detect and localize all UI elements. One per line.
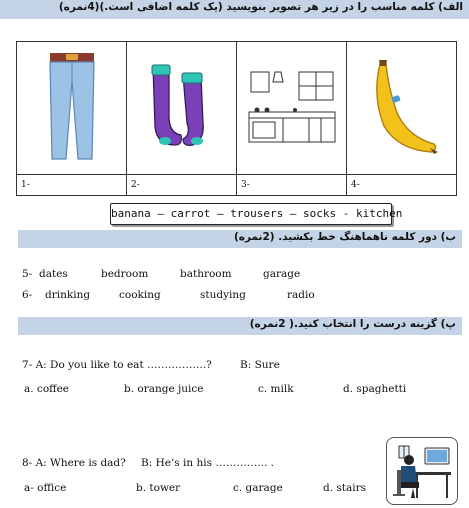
picture-cell-3 [237,42,347,175]
q8-option-d[interactable]: d. stairs [323,482,367,494]
trousers-image [42,51,102,161]
picture-table [16,41,457,196]
q7-question: 7- A: Do you like to eat …….……….? [22,359,212,371]
q7-option-b[interactable]: b. orange juice [124,383,204,395]
q5-word-2[interactable]: bedroom [101,268,149,280]
section-b-header [18,230,462,248]
picture-cell-1 [17,42,127,175]
q8-option-a[interactable]: a- office [24,482,67,494]
q7-option-d[interactable]: d. spaghetti [343,383,407,395]
q8-question: 8- A: Where is dad? [22,457,126,469]
office-picture [386,437,458,505]
answer-cell-4[interactable]: 4- [347,175,457,196]
banana-image [362,56,442,156]
socks-image [147,61,217,151]
section-a-title: الف) کلمه مناسب را در زیر هر تصویر بنویسید (یک کلمه اضافی است.)(4نمره) [58,1,463,13]
picture-cell-4 [347,42,457,175]
office-icon [387,438,457,504]
q5-word-4[interactable]: garage [263,268,301,280]
q7-answer: B: Sure [240,359,280,371]
q5-word-3[interactable]: bathroom [180,268,232,280]
word-bank: banana – carrot – trousers – socks - kitchen [110,203,392,225]
q6-word-3[interactable]: studying [200,289,246,301]
q6-word-2[interactable]: cooking [119,289,161,301]
answer-cell-1[interactable]: 1- [17,175,127,196]
answer-cell-2[interactable]: 2- [127,175,237,196]
q7-option-a[interactable]: a. coffee [24,383,70,395]
q8-option-c[interactable]: c. garage [233,482,283,494]
section-b-title: ب) دور کلمه ناهماهنگ خط بکشید. (2نمره) [233,231,456,243]
section-c-header [18,317,462,335]
kitchen-image [247,66,337,146]
q5-word-1[interactable]: dates [39,268,68,280]
picture-cell-2 [127,42,237,175]
section-c-title: پ) گزینه درست را انتخاب کنید.( 2نمره) [249,318,456,330]
answer-cell-3[interactable]: 3- [237,175,347,196]
q6-number: 6- [22,289,33,301]
q6-word-4[interactable]: radio [287,289,315,301]
q6-word-1[interactable]: drinking [45,289,91,301]
q8-answer: B: He’s in his …………... . [141,457,275,469]
q7-option-c[interactable]: c. milk [258,383,294,395]
q5-number: 5- [22,268,33,280]
q8-option-b[interactable]: b. tower [136,482,181,494]
section-a-header [0,0,469,19]
